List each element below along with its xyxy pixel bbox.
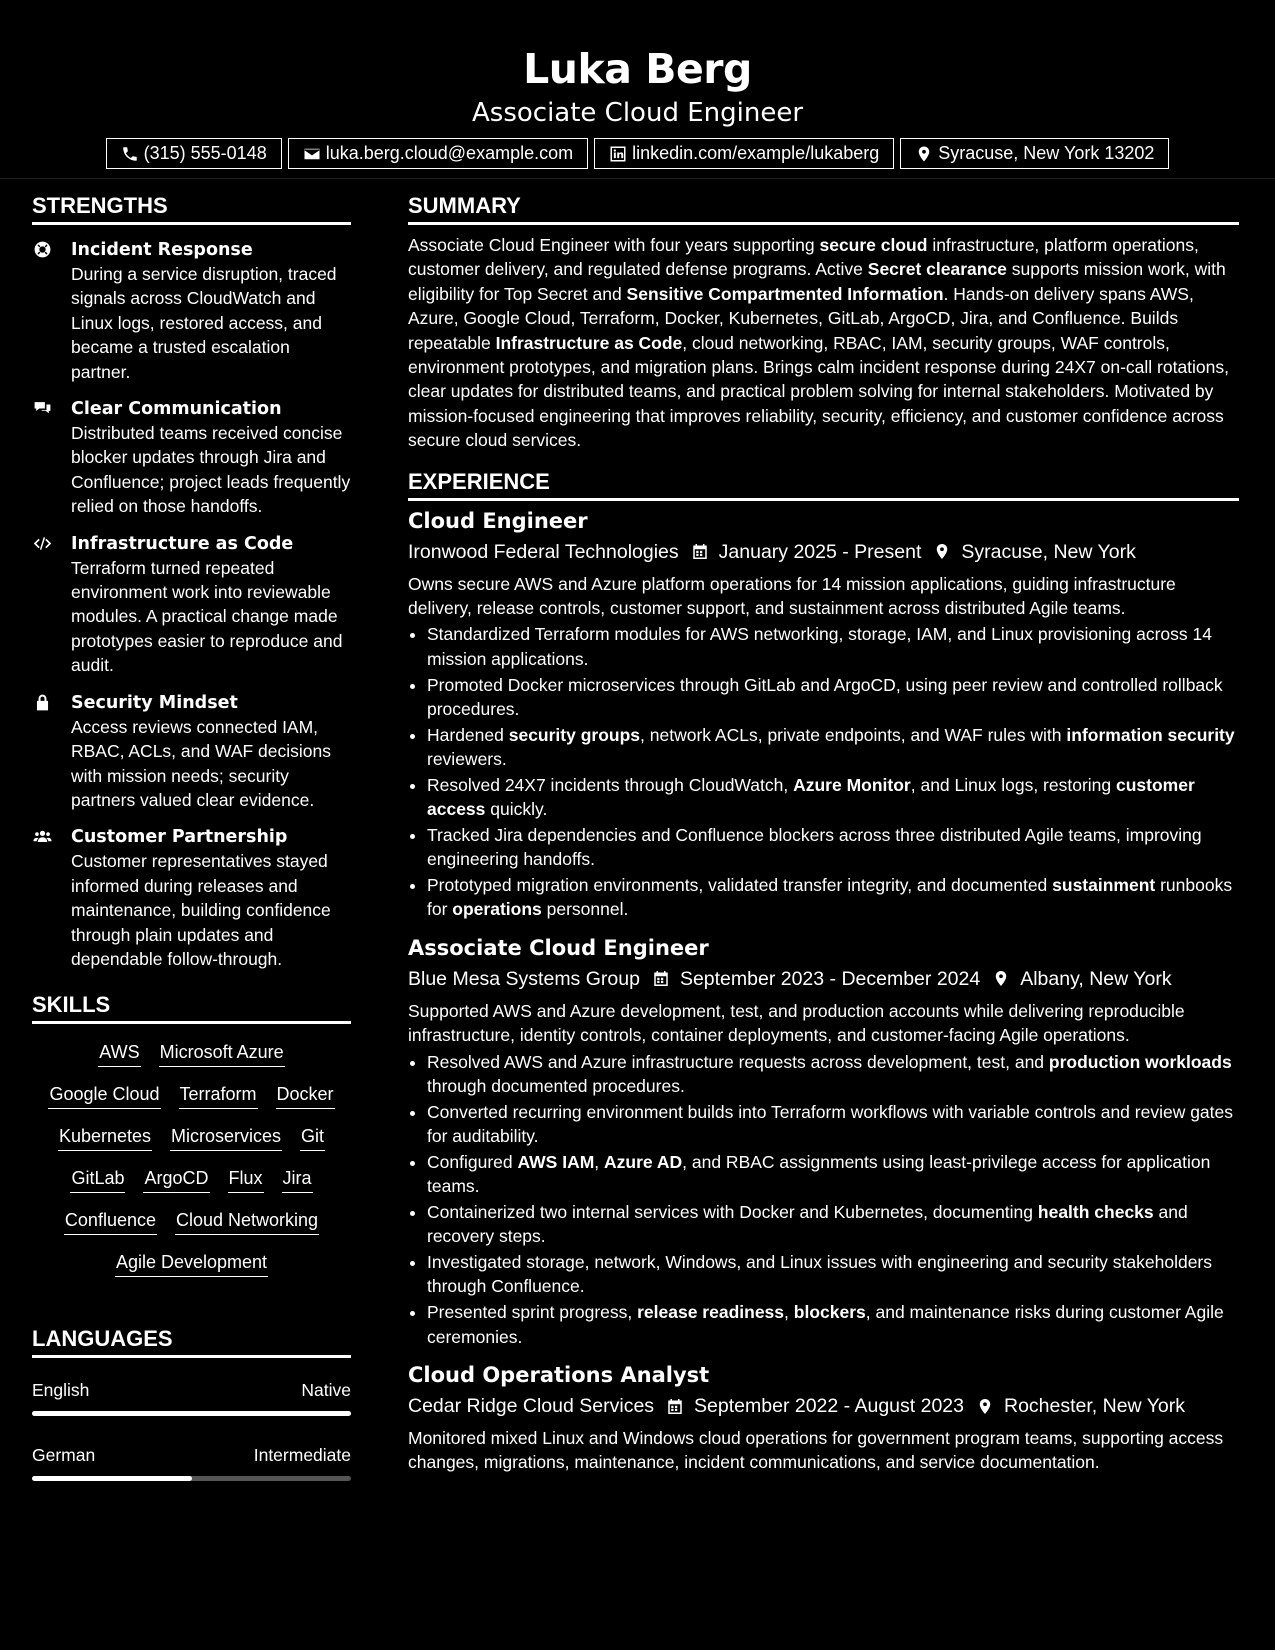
skills-list <box>32 1024 351 1277</box>
job-description: Owns secure AWS and Azure platform operations for 14 mission applications, guiding infrastructure delivery, release controls, customer support, and sustainment across distributed Agile teams. <box>408 573 1176 619</box>
strength-title: Security Mindset <box>71 692 238 713</box>
lifebuoy-icon <box>32 240 53 259</box>
job-bullets <box>408 1050 1239 1349</box>
job-dates: September 2023 - December 2024 <box>679 967 981 990</box>
jobs-list <box>408 507 1239 1475</box>
job-title: Cloud Engineer <box>408 508 588 533</box>
skill-tag: Kubernetes <box>58 1124 152 1151</box>
job-bullet: • Configured AWS IAM, Azure AD, and RBAC assignments using least-privilege access for application teams. <box>427 1150 1239 1199</box>
map-pin-icon <box>915 145 933 163</box>
summary-text: Associate Cloud Engineer with four years supporting secure cloud infrastructure, platform operations, customer delivery, and regulated defense programs. Active Secret clearance supports mission work, with eligibility for Top Secret and Sensitive Compartmented Information. Hands-on delivery spans AWS, Azure, Google Cloud, Terraform, Docker, Kubernetes, GitLab, ArgoCD, Jira, and Confluence. Builds repeatable Infrastructure as Code, cloud networking, RBAC, IAM, security groups, WAF controls, environment prototypes, and migration plans. Brings calm incident response during 24X7 on-call rotations, clear updates for distributed teams, and practical problem solving for internal stakeholders. Motivated by mission-focused engineering that improves reliability, security, efficiency, and customer confidence across secure cloud services. <box>408 235 1230 451</box>
job-bullet: • Standardized Terraform modules for AWS networking, storage, IAM, and Linux provisioning across 14 mission applications. <box>427 622 1239 671</box>
job-bullet: • Promoted Docker microservices through GitLab and ArgoCD, using peer review and controlled rollback procedures. <box>427 673 1239 722</box>
right-column <box>408 179 1239 1475</box>
contact-linkedin-text: linkedin.com/example/lukaberg <box>632 143 880 163</box>
language-name: German <box>32 1445 96 1466</box>
job-company: Blue Mesa Systems Group <box>408 967 640 990</box>
strength-title: Infrastructure as Code <box>71 533 294 554</box>
contact-location <box>900 138 1169 169</box>
skill-tag: Microservices <box>170 1124 282 1151</box>
contact-location-text: Syracuse, New York 13202 <box>938 143 1155 163</box>
summary-heading: SUMMARY <box>408 192 1239 225</box>
map-pin-icon <box>992 969 1010 988</box>
strength-title: Customer Partnership <box>71 827 288 848</box>
skills-heading: SKILLS <box>32 991 351 1024</box>
envelope-icon <box>303 145 321 163</box>
lock-icon <box>32 693 53 712</box>
skills-section <box>32 991 351 1277</box>
job-meta <box>408 1392 1239 1420</box>
calendar-icon <box>666 1397 684 1416</box>
strength-title: Clear Communication <box>71 399 282 420</box>
job-dates: January 2025 - Present <box>718 540 922 563</box>
language-name: English <box>32 1380 90 1401</box>
job-dates: September 2022 - August 2023 <box>694 1395 964 1417</box>
users-icon <box>32 827 53 846</box>
strength-item <box>32 825 351 971</box>
summary-section <box>408 192 1239 453</box>
contact-phone[interactable] <box>106 138 282 169</box>
job-description: Supported AWS and Azure development, test, and production accounts while delivering reproducible infrastructure, identity controls, container deployments, and customer-facing Agile operations. <box>408 1000 1185 1046</box>
job-bullet: • Hardened security groups, network ACLs, private endpoints, and WAF rules with information security reviewers. <box>427 723 1239 772</box>
chat-bubbles-icon <box>32 399 53 418</box>
job-description: Monitored mixed Linux and Windows cloud operations for government program teams, supporting access changes, migrations, maintenance, incident communications, and service documentation. <box>408 1428 1224 1473</box>
job-company: Ironwood Federal Technologies <box>408 540 679 563</box>
job-location: Albany, New York <box>1020 967 1172 990</box>
skill-tag: Docker <box>276 1082 335 1109</box>
skill-tag: Google Cloud <box>48 1082 160 1109</box>
job-bullet: • Converted recurring environment builds into Terraform workflows with variable controls and review gates for auditability. <box>427 1100 1239 1149</box>
job-title: Cloud Operations Analyst <box>408 1363 710 1387</box>
job-meta <box>408 538 1239 566</box>
experience-section <box>408 468 1239 1475</box>
language-item <box>32 1443 351 1481</box>
job-entry <box>408 1361 1239 1475</box>
job-bullet: • Resolved AWS and Azure infrastructure requests across development, test, and production workloads through documented procedures. <box>427 1050 1239 1099</box>
strength-text: Customer representatives stayed informed during releases and maintenance, building confidence through plain updates and dependable follow-through. <box>71 851 331 969</box>
skill-tag: Terraform <box>179 1082 258 1109</box>
job-bullet: • Containerized two internal services with Docker and Kubernetes, documenting health checks and recovery steps. <box>427 1200 1239 1249</box>
strength-text: Distributed teams received concise blocker updates through Jira and Confluence; project leads frequently relied on those handoffs. <box>71 423 351 517</box>
languages-section <box>32 1325 351 1481</box>
job-title: Associate Cloud Engineer <box>408 935 709 960</box>
job-meta <box>408 965 1239 993</box>
skill-tag: Confluence <box>64 1208 157 1235</box>
skill-tag: Jira <box>282 1166 313 1193</box>
strength-text: Access reviews connected IAM, RBAC, ACLs, and WAF decisions with mission needs; security partners valued clear evidence. <box>71 716 332 810</box>
skill-tag: Git <box>300 1124 325 1151</box>
contact-email[interactable] <box>288 138 588 169</box>
languages-heading: LANGUAGES <box>32 1325 351 1358</box>
language-level-fill <box>32 1476 192 1481</box>
phone-icon <box>121 145 139 163</box>
job-location: Rochester, New York <box>1004 1395 1186 1417</box>
language-level-bar <box>32 1411 351 1416</box>
contact-email-text: luka.berg.cloud@example.com <box>325 143 574 163</box>
language-level-fill <box>32 1411 351 1416</box>
strength-item <box>32 238 351 384</box>
strength-title: Incident Response <box>71 240 253 260</box>
skill-tag: Cloud Networking <box>175 1208 319 1235</box>
contact-phone-text: (315) 555-0148 <box>143 143 267 163</box>
left-column <box>32 179 351 1481</box>
language-level-bar <box>32 1476 351 1481</box>
job-bullet: • Presented sprint progress, release readiness, blockers, and maintenance risks during customer Agile ceremonies. <box>427 1300 1239 1349</box>
linkedin-icon <box>609 145 627 163</box>
skill-tag: GitLab <box>70 1166 125 1193</box>
strength-text: Terraform turned repeated environment work into reviewable modules. A practical change made prototypes easier to reproduce and audit. <box>71 557 343 676</box>
strengths-section <box>32 192 351 971</box>
language-item <box>32 1378 351 1416</box>
language-level: Intermediate <box>253 1445 351 1466</box>
skill-tag: Microsoft Azure <box>159 1040 285 1067</box>
resume-header <box>0 0 1275 179</box>
skill-tag: Agile Development <box>115 1250 268 1277</box>
experience-heading: EXPERIENCE <box>408 468 1239 501</box>
candidate-name: Luka Berg <box>523 45 752 93</box>
calendar-icon <box>652 969 670 988</box>
job-bullet: • Investigated storage, network, Windows, and Linux issues with engineering and security stakeholders through Confluence. <box>427 1250 1239 1299</box>
strengths-heading: STRENGTHS <box>32 192 351 225</box>
job-company: Cedar Ridge Cloud Services <box>408 1395 655 1417</box>
candidate-title: Associate Cloud Engineer <box>471 98 804 128</box>
skill-tag: AWS <box>98 1040 140 1067</box>
calendar-icon <box>691 542 709 561</box>
strength-item <box>32 532 351 678</box>
job-bullet: • Resolved 24X7 incidents through CloudWatch, Azure Monitor, and Linux logs, restoring customer access quickly. <box>427 773 1239 822</box>
job-entry <box>408 934 1239 1349</box>
skill-tag: ArgoCD <box>143 1166 209 1193</box>
contact-bar <box>0 138 1275 169</box>
strength-item <box>32 397 351 519</box>
job-entry <box>408 507 1239 922</box>
strength-item <box>32 691 351 813</box>
job-location: Syracuse, New York <box>961 540 1136 563</box>
strength-text: During a service disruption, traced signals across CloudWatch and Linux logs, restored access, and became a trusted escalation partner. <box>71 264 337 382</box>
job-bullet: • Prototyped migration environments, validated transfer integrity, and documented sustainment runbooks for operations personnel. <box>427 873 1239 922</box>
contact-linkedin[interactable] <box>594 138 894 169</box>
map-pin-icon <box>976 1397 994 1416</box>
code-icon <box>32 534 53 553</box>
language-level: Native <box>301 1380 351 1401</box>
job-bullet: • Tracked Jira dependencies and Confluence blockers across three distributed Agile teams, improving engineering handoffs. <box>427 823 1239 872</box>
job-bullets <box>408 622 1239 921</box>
map-pin-icon <box>933 542 951 561</box>
skill-tag: Flux <box>228 1166 264 1193</box>
